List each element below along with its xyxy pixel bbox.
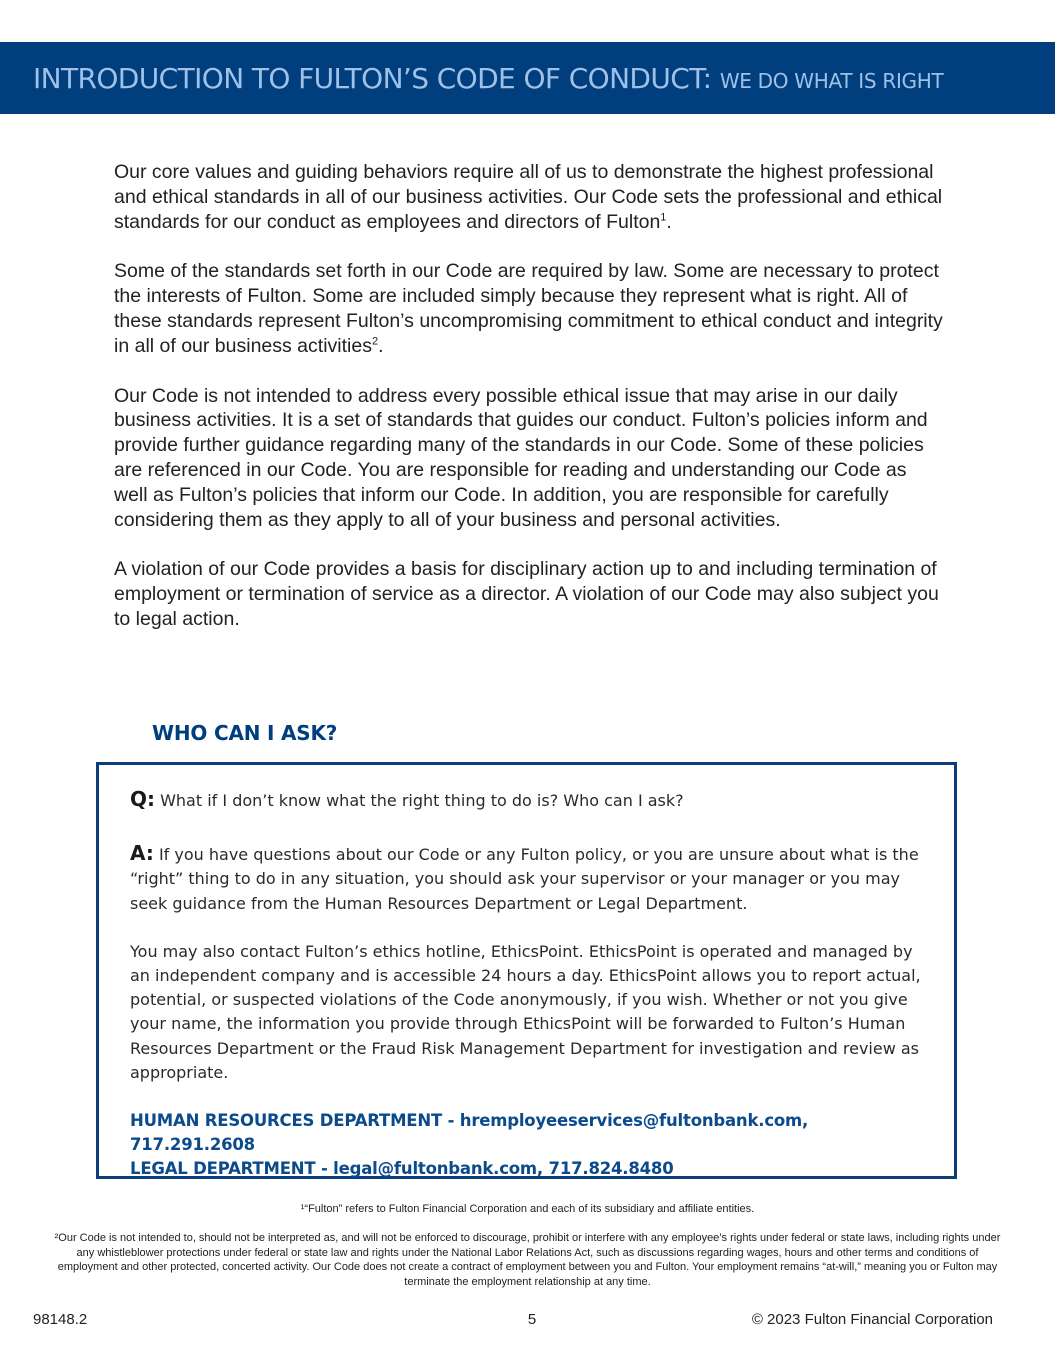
paragraph-core-values-text: Our core values and guiding behaviors require all of us to demonstrate the highest professional and ethical standards in all of our business activities. Our Code sets the professional and ethical standards for our conduct as employees and directors of Fulton bbox=[114, 161, 943, 233]
contact-hr[interactable]: HUMAN RESOURCES DEPARTMENT - hremployeeservices@fultonbank.com, 717.291.2608 bbox=[130, 1111, 809, 1155]
body-text bbox=[114, 160, 944, 657]
question-label: Q: bbox=[130, 787, 155, 811]
paragraph-standards-end: . bbox=[378, 334, 384, 357]
page-title bbox=[33, 62, 943, 95]
answer bbox=[130, 841, 930, 916]
footnote-1: ¹“Fulton” refers to Fulton Financial Corporation and each of its subsidiary and affiliate entities. bbox=[300, 1203, 755, 1215]
footnote-ref-2: 2 bbox=[371, 335, 379, 348]
answer-text: If you have questions about our Code or any Fulton policy, or you are unsure about what is the “right” thing to do in any situation, you should ask your supervisor or your manager or you may seek guidance from the Human Resources Department or Legal Department. bbox=[130, 845, 919, 913]
qa-box bbox=[96, 762, 957, 1179]
contact-legal[interactable]: LEGAL DEPARTMENT - legal@fultonbank.com, 717.824.8480 bbox=[130, 1159, 674, 1179]
copyright: © 2023 Fulton Financial Corporation bbox=[751, 1311, 993, 1328]
paragraph-scope: Our Code is not intended to address every possible ethical issue that may arise in our daily business activities. It is a set of standards that guides our conduct. Fulton’s policies inform and provide further guidance regarding many of the standards in our Code. Some of these policies are referenced in our Code. You are responsible for reading and understanding our Code as well as Fulton’s policies that inform our Code. In addition, you are responsible for carefully considering them as they apply to all of your business and personal activities. bbox=[114, 384, 928, 531]
paragraph-core-values-end: . bbox=[666, 210, 672, 233]
question-text: What if I don’t know what the right thing to do is? Who can I ask? bbox=[160, 791, 684, 810]
page-title-main: INTRODUCTION TO FULTON’S CODE OF CONDUCT: bbox=[33, 62, 712, 95]
question bbox=[130, 787, 930, 813]
paragraph-violation: A violation of our Code provides a basis for disciplinary action up to and including termination of employment or termination of service as a director. A violation of our Code may also subject you to legal action. bbox=[114, 558, 939, 630]
page-number: 5 bbox=[527, 1311, 537, 1328]
footnote-ref-1: 1 bbox=[660, 211, 667, 224]
paragraph-standards-text: Some of the standards set forth in our Code are required by law. Some are necessary to protect the interests of Fulton. Some are included simply because they represent what is right. All of these standards represent Fulton’s uncompromising commitment to ethical conduct and integrity in all of our business activities bbox=[114, 260, 943, 357]
qa-heading: WHO CAN I ASK? bbox=[152, 721, 338, 745]
page-subtitle: WE DO WHAT IS RIGHT bbox=[719, 69, 944, 93]
document-id: 98148.2 bbox=[33, 1311, 88, 1328]
answer-label: A: bbox=[130, 841, 154, 866]
paragraph-core-values bbox=[114, 160, 944, 234]
paragraph-standards bbox=[114, 259, 944, 358]
qa-content bbox=[130, 787, 930, 1181]
answer-ethicspoint: You may also contact Fulton’s ethics hotline, EthicsPoint. EthicsPoint is operated and managed by an independent company and is accessible 24 hours a day. EthicsPoint allows you to report actual, potential, or suspected violations of the Code anonymously, if you wish. Whether or not you give your name, the information you provide through EthicsPoint will be forwarded to Fulton’s Human Resources Department or the Fraud Risk Management Department for investigation and review as appropriate. bbox=[130, 941, 921, 1082]
footnote-2: ²Our Code is not intended to, should not be interpreted as, and will not be enforced to discourage, prohibit or interfere with any employee’s rights under federal or state laws, including rights under any whistleblower protections under federal or state law and rights under the National Labor Relations Act, such as discussions regarding wages, hours and other terms and conditions of employment and other protected, concerted activity. Our Code does not create a contract of employment between you and Fulton. Your employment remains “at-will,” meaning you or Fulton may terminate the employment relationship at any time. bbox=[54, 1232, 1001, 1288]
